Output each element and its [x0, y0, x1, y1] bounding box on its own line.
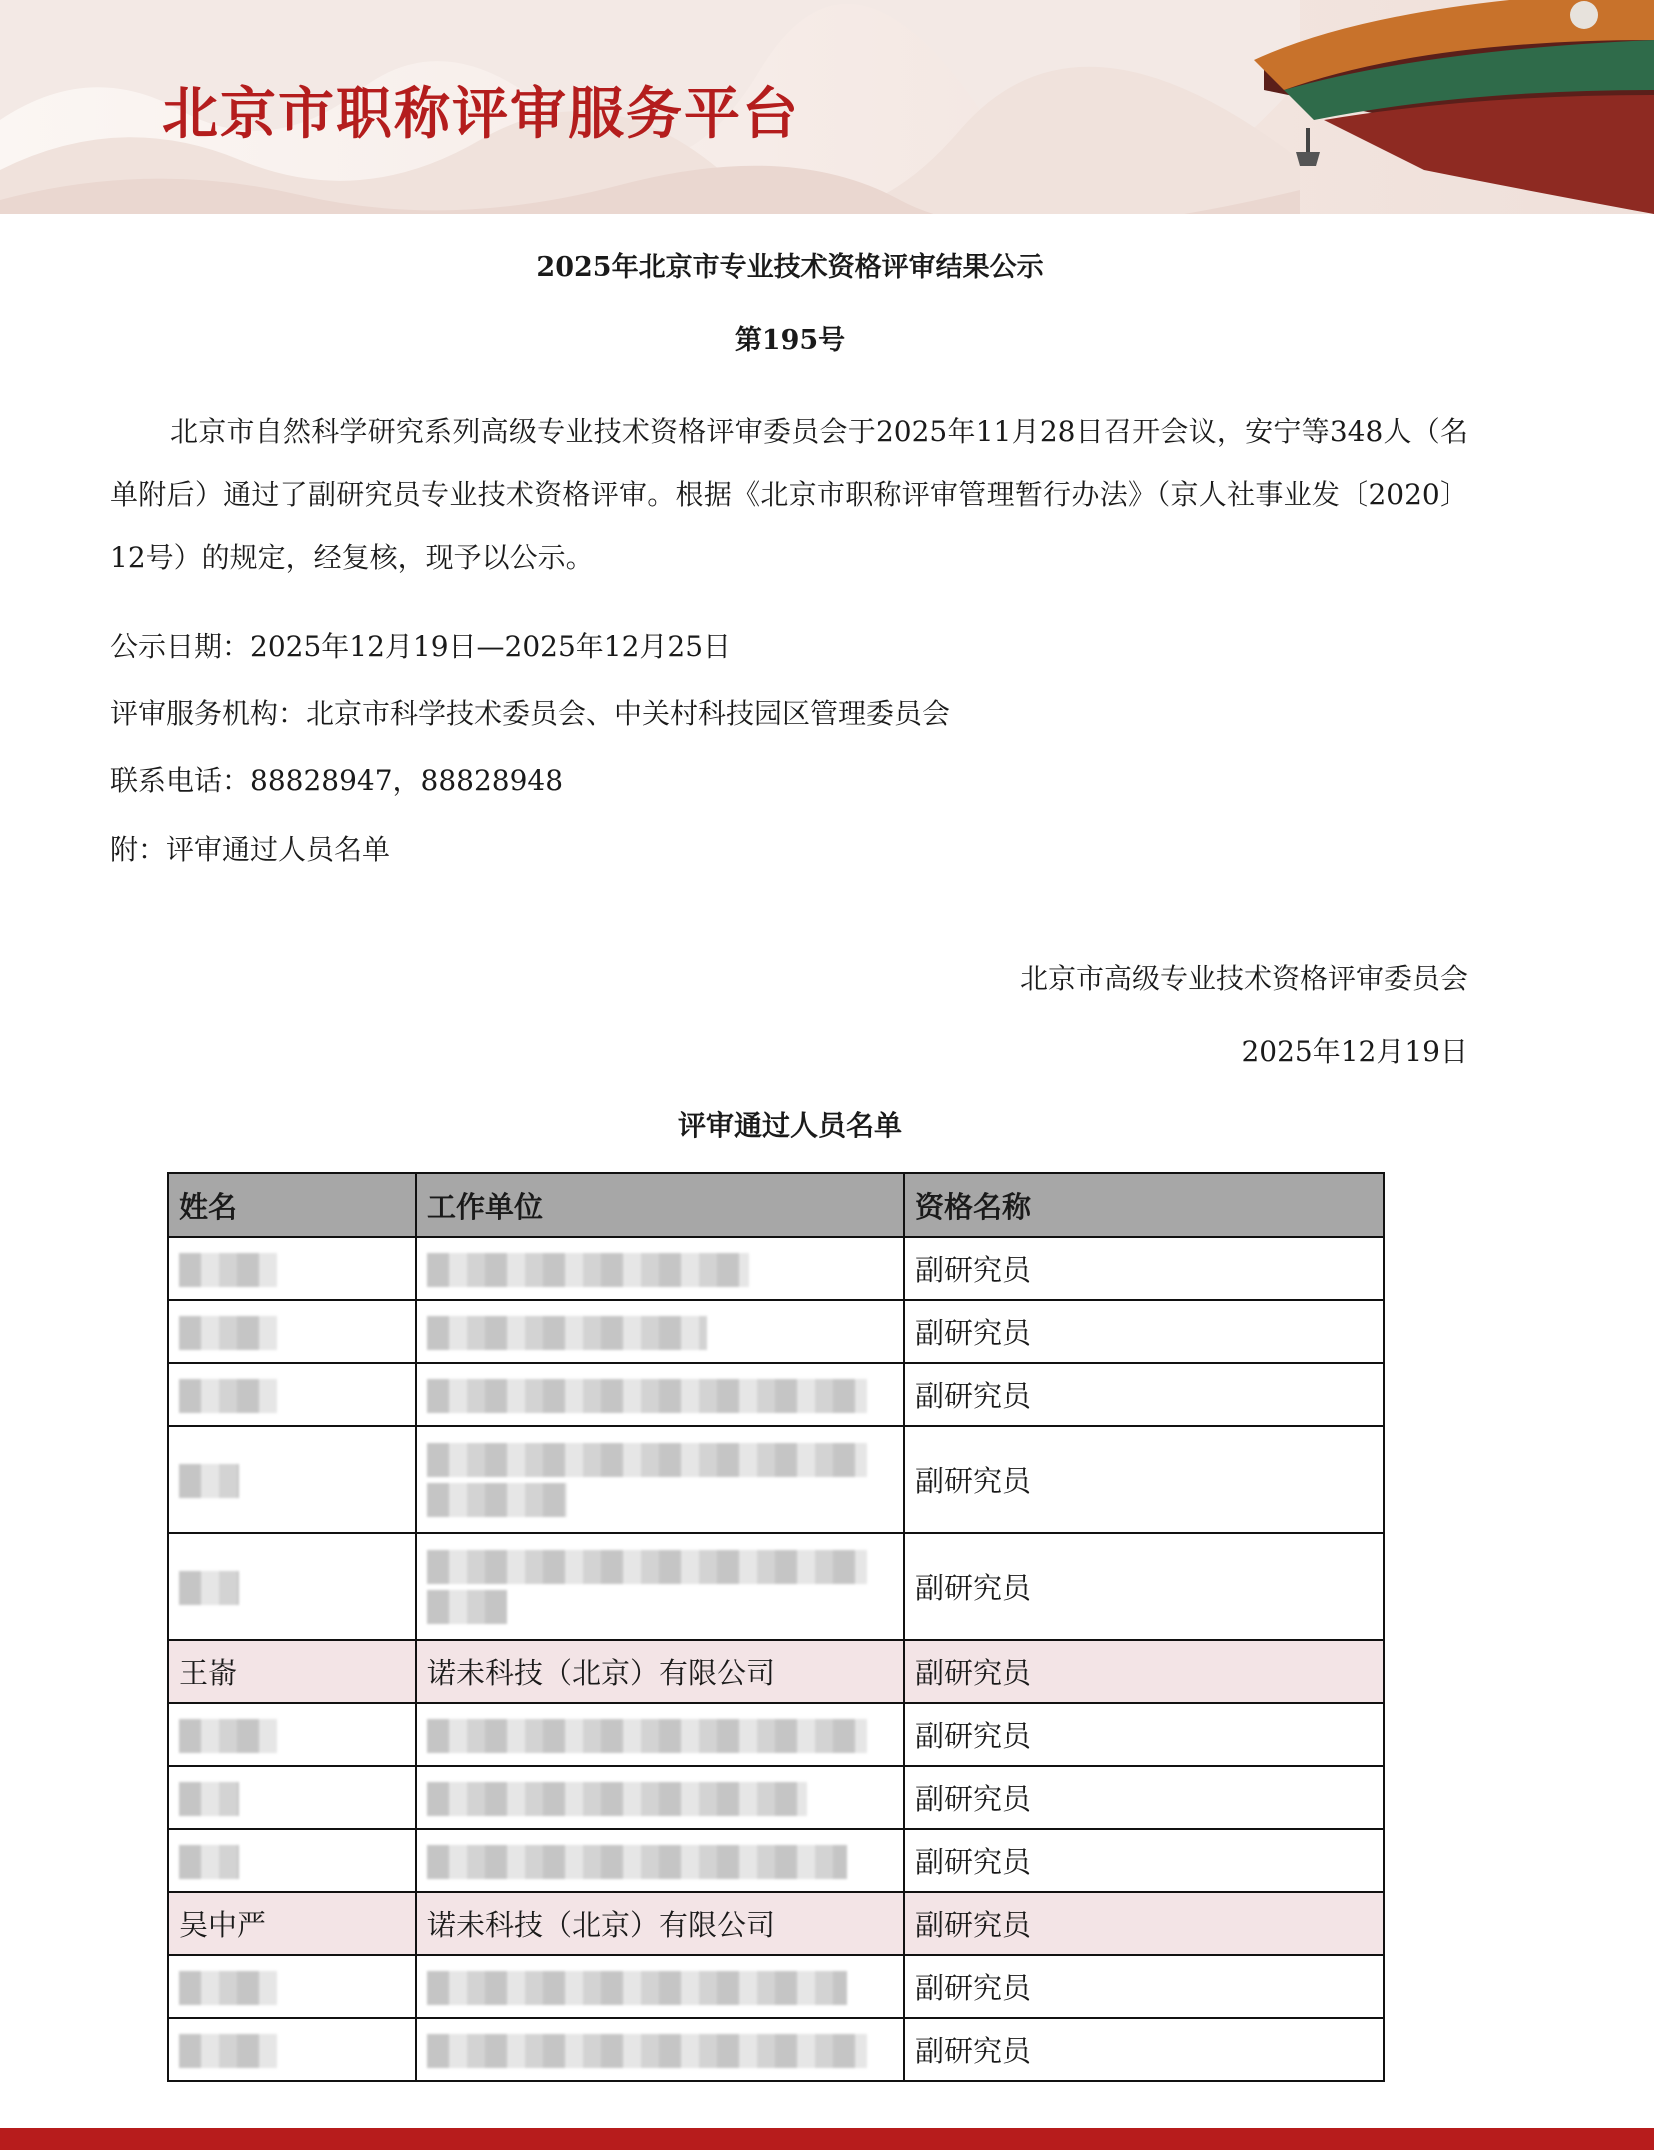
table-row [168, 1426, 1384, 1533]
unit-cell [416, 1363, 904, 1426]
qualification-cell: 副研究员 [904, 2018, 1384, 2081]
attachment-note: 附：评审通过人员名单 [110, 833, 391, 866]
redacted-name [179, 1719, 277, 1753]
redacted-name [179, 1845, 239, 1879]
redacted-name [179, 1253, 277, 1287]
publicity-date: 公示日期：2025年12月19日—2025年12月25日 [110, 630, 732, 663]
name-cell [168, 1363, 416, 1426]
platform-title: 北京市职称评审服务平台 [162, 82, 800, 147]
name-cell [168, 1766, 416, 1829]
qualification-cell: 副研究员 [904, 1363, 1384, 1426]
table-row [168, 1829, 1384, 1892]
redacted-unit [427, 1971, 847, 2005]
name-cell [168, 1533, 416, 1640]
qualification-cell: 副研究员 [904, 1533, 1384, 1640]
table-row [168, 1766, 1384, 1829]
name-cell [168, 2018, 416, 2081]
name-cell [168, 1829, 416, 1892]
temple-roof-graphic [1224, 0, 1654, 214]
issue-date: 2025年12月19日 [1241, 1035, 1468, 1068]
table-row [168, 1363, 1384, 1426]
redacted-unit [427, 1253, 749, 1287]
redacted-name [179, 1464, 239, 1498]
redacted-unit [427, 1590, 507, 1624]
issuer-signature: 北京市高级专业技术资格评审委员会 [1019, 962, 1468, 995]
unit-cell [416, 1703, 904, 1766]
approved-personnel-table [167, 1172, 1385, 2082]
header-name: 姓名 [168, 1173, 416, 1237]
redacted-unit [427, 1719, 867, 1753]
header-qualification: 资格名称 [904, 1173, 1384, 1237]
qualification-cell: 副研究员 [904, 1892, 1384, 1955]
header-unit: 工作单位 [416, 1173, 904, 1237]
unit-cell [416, 1955, 904, 2018]
unit-cell [416, 1533, 904, 1640]
name-cell: 吴中严 [168, 1892, 416, 1955]
unit-cell [416, 1766, 904, 1829]
unit-cell [416, 1237, 904, 1300]
name-cell [168, 1237, 416, 1300]
redacted-name [179, 2034, 277, 2068]
qualification-cell: 副研究员 [904, 1426, 1384, 1533]
redacted-unit [427, 1483, 567, 1517]
redacted-unit [427, 1443, 867, 1477]
name-cell [168, 1300, 416, 1363]
table-row [168, 1892, 1384, 1955]
table-row [168, 1703, 1384, 1766]
qualification-cell: 副研究员 [904, 1766, 1384, 1829]
redacted-unit [427, 2034, 867, 2068]
redacted-name [179, 1316, 277, 1350]
redacted-unit [427, 1379, 867, 1413]
name-cell [168, 1703, 416, 1766]
qualification-cell: 副研究员 [904, 1300, 1384, 1363]
list-title: 评审通过人员名单 [677, 1109, 902, 1142]
qualification-cell: 副研究员 [904, 1640, 1384, 1703]
table-header-row [168, 1173, 1384, 1237]
unit-cell [416, 1829, 904, 1892]
review-agency: 评审服务机构：北京市科学技术委员会、中关村科技园区管理委员会 [110, 697, 951, 730]
qualification-cell: 副研究员 [904, 1829, 1384, 1892]
unit-cell [416, 1300, 904, 1363]
site-header [0, 0, 1654, 214]
table-row [168, 1955, 1384, 2018]
notice-title: 2025年北京市专业技术资格评审结果公示 [536, 252, 1044, 283]
notice-body: 北京市自然科学研究系列高级专业技术资格评审委员会于2025年11月28日召开会议，安宁等348人（名单附后）通过了副研究员专业技术资格评审。根据《北京市职称评审管理暂行办法》（京人社事业发〔2020〕12号）的规定，经复核，现予以公示。 [110, 415, 1468, 574]
redacted-name [179, 1971, 277, 2005]
redacted-unit [427, 1316, 707, 1350]
table-row [168, 1533, 1384, 1640]
unit-cell: 诺未科技（北京）有限公司 [416, 1640, 904, 1703]
table-row [168, 1237, 1384, 1300]
redacted-unit [427, 1550, 867, 1584]
unit-cell: 诺未科技（北京）有限公司 [416, 1892, 904, 1955]
redacted-name [179, 1379, 277, 1413]
table-row [168, 1300, 1384, 1363]
redacted-name [179, 1571, 239, 1605]
notice-number: 第195号 [734, 325, 846, 356]
contact-phone: 联系电话：88828947，88828948 [110, 764, 564, 797]
table-row [168, 2018, 1384, 2081]
redacted-unit [427, 1845, 847, 1879]
table-row [168, 1640, 1384, 1703]
unit-cell [416, 2018, 904, 2081]
name-cell [168, 1955, 416, 2018]
footer-bar [0, 2128, 1654, 2150]
qualification-cell: 副研究员 [904, 1955, 1384, 2018]
name-cell: 王嵛 [168, 1640, 416, 1703]
qualification-cell: 副研究员 [904, 1237, 1384, 1300]
unit-cell [416, 1426, 904, 1533]
qualification-cell: 副研究员 [904, 1703, 1384, 1766]
redacted-name [179, 1782, 239, 1816]
name-cell [168, 1426, 416, 1533]
redacted-unit [427, 1782, 807, 1816]
